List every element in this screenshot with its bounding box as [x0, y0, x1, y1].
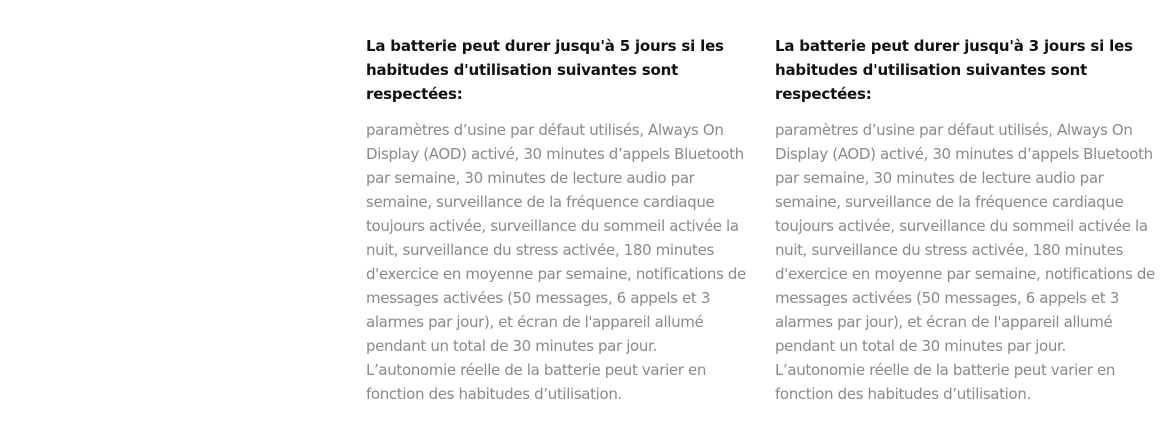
autonomy-note: L’autonomie réelle de la batterie peut varier en fonction des habitudes d’utilisation.	[366, 361, 707, 403]
battery-info-columns	[366, 34, 1164, 406]
battery-column-5-days	[366, 34, 755, 406]
battery-column-3-days	[775, 34, 1164, 406]
usage-conditions-text: paramètres d’usine par défaut utilisés, Always On Display (AOD) activé, 30 minutes d’appels Bluetooth par semaine, 30 minutes de lecture audio par semaine, surveillance de la fréquence cardiaque toujours activée, surveillance du sommeil activée la nuit, surveillance du stress activée, 180 minutes d'exercice en moyenne par semaine, notifications de messages activées (50 messages, 6 appels et 3 alarmes par jour), et écran de l'appareil allumé pendant un total de 30 minutes par jour.	[366, 121, 746, 355]
autonomy-note: L’autonomie réelle de la batterie peut varier en fonction des habitudes d’utilisation.	[775, 361, 1116, 403]
usage-conditions-text: paramètres d’usine par défaut utilisés, Always On Display (AOD) activé, 30 minutes d’appels Bluetooth par semaine, 30 minutes de lecture audio par semaine, surveillance de la fréquence cardiaque toujours activée, surveillance du sommeil activée la nuit, surveillance du stress activée, 180 minutes d'exercice en moyenne par semaine, notifications de messages activées (50 messages, 6 appels et 3 alarmes par jour), et écran de l'appareil allumé pendant un total de 30 minutes par jour.	[775, 121, 1155, 355]
column-description	[366, 118, 755, 406]
column-title: La batterie peut durer jusqu'à 5 jours si les habitudes d'utilisation suivantes sont respectées:	[366, 37, 724, 103]
column-title: La batterie peut durer jusqu'à 3 jours si les habitudes d'utilisation suivantes sont respectées:	[775, 37, 1133, 103]
column-description	[775, 118, 1164, 406]
